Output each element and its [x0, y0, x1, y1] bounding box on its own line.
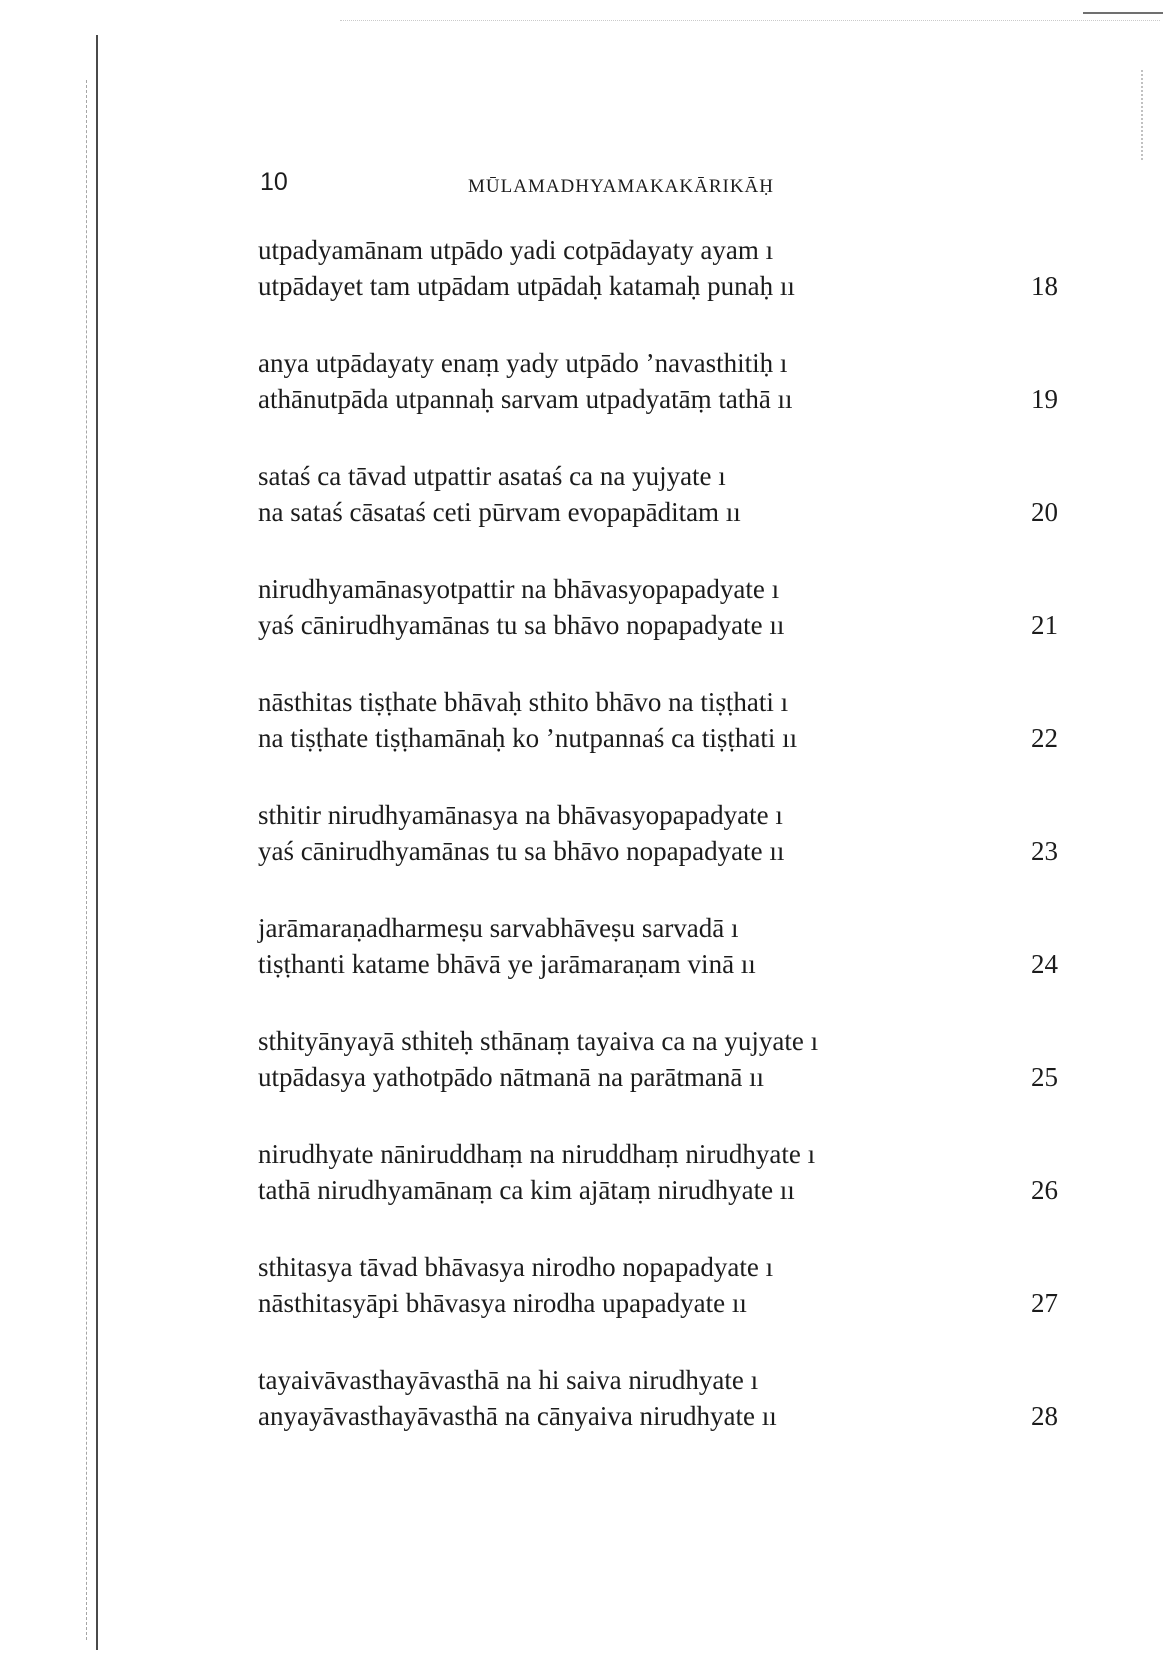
verse — [258, 1023, 1058, 1136]
verse-line: sataś ca tāvad utpattir asataś ca na yujyate ı — [258, 461, 726, 491]
scan-top-artifact — [340, 0, 1160, 21]
verse-number: 19 — [1031, 384, 1058, 414]
scan-edge-dashes — [86, 80, 88, 1640]
verse-line: sthitir nirudhyamānasya na bhāvasyopapadyate ı — [258, 800, 783, 830]
verse-line: athānutpāda utpannaḥ sarvam utpadyatāṃ tathā ıı — [258, 384, 793, 414]
verse-line: sthityānyayā sthiteḥ sthānaṃ tayaiva ca na yujyate ı — [258, 1026, 819, 1056]
verse-line: utpādayet tam utpādam utpādaḥ katamaḥ punaḥ ıı — [258, 271, 795, 301]
verse — [258, 1362, 1058, 1475]
verse — [258, 797, 1058, 910]
verse-list — [258, 232, 1058, 1475]
verse-number: 20 — [1031, 497, 1058, 527]
verse-number: 18 — [1031, 271, 1058, 301]
verse-number: 26 — [1031, 1175, 1058, 1205]
scan-right-artifact — [1141, 70, 1145, 160]
verse-number: 24 — [1031, 949, 1058, 979]
verse-line: nāsthitas tiṣṭhate bhāvaḥ sthito bhāvo na tiṣṭhati ı — [258, 687, 789, 717]
verse-line: utpadyamānam utpādo yadi cotpādayaty ayam ı — [258, 235, 774, 265]
scan-top-dark-artifact — [1083, 0, 1163, 14]
verse-number: 25 — [1031, 1062, 1058, 1092]
verse-number: 28 — [1031, 1401, 1058, 1431]
verse — [258, 1136, 1058, 1249]
verse-line: tayaivāvasthayāvasthā na hi saiva nirudhyate ı — [258, 1365, 759, 1395]
verse-line: nāsthitasyāpi bhāvasya nirodha upapadyate ıı — [258, 1288, 747, 1318]
running-title: MŪLAMADHYAMAKAKĀRIKĀḤ — [468, 176, 774, 197]
verse-line: yaś cānirudhyamānas tu sa bhāvo nopapadyate ıı — [258, 836, 785, 866]
verse-number: 27 — [1031, 1288, 1058, 1318]
verse — [258, 458, 1058, 571]
verse — [258, 910, 1058, 1023]
verse-line: sthitasya tāvad bhāvasya nirodho nopapadyate ı — [258, 1252, 774, 1282]
scan-edge-line — [96, 35, 98, 1650]
verse-line: anyayāvasthayāvasthā na cānyaiva nirudhyate ıı — [258, 1401, 777, 1431]
verse-line: anya utpādayaty enaṃ yady utpādo ’navasthitiḥ ı — [258, 348, 788, 378]
verse-line: jarāmaraṇadharmeṣu sarvabhāveṣu sarvadā ı — [258, 913, 739, 943]
verse — [258, 1249, 1058, 1362]
verse — [258, 684, 1058, 797]
verse — [258, 232, 1058, 345]
verse-line: nirudhyate nāniruddhaṃ na niruddhaṃ nirudhyate ı — [258, 1139, 816, 1169]
verse-line: na sataś cāsataś ceti pūrvam evopapāditam ıı — [258, 497, 741, 527]
verse — [258, 571, 1058, 684]
verse-line: tathā nirudhyamānaṃ ca kim ajātaṃ nirudhyate ıı — [258, 1175, 795, 1205]
verse-line: na tiṣṭhate tiṣṭhamānaḥ ko ’nutpannaś ca tiṣṭhati ıı — [258, 723, 798, 753]
verse-number: 21 — [1031, 610, 1058, 640]
verse — [258, 345, 1058, 458]
page-header — [260, 168, 1060, 208]
verse-number: 22 — [1031, 723, 1058, 753]
verse-line: utpādasya yathotpādo nātmanā na parātmanā ıı — [258, 1062, 765, 1092]
verse-number: 23 — [1031, 836, 1058, 866]
verse-line: tiṣṭhanti katame bhāvā ye jarāmaraṇam vinā ıı — [258, 949, 756, 979]
verse-line: nirudhyamānasyotpattir na bhāvasyopapadyate ı — [258, 574, 780, 604]
page-number: 10 — [260, 168, 288, 196]
verse-line: yaś cānirudhyamānas tu sa bhāvo nopapadyate ıı — [258, 610, 785, 640]
